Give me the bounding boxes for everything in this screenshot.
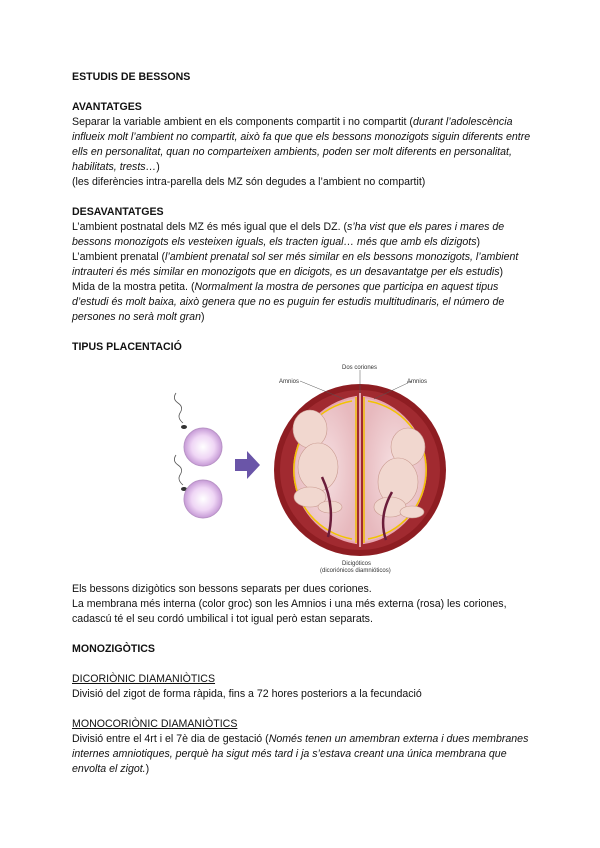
sperm-icon-2 bbox=[174, 455, 183, 485]
desavantatges-paragraph-1: L’ambient postnatal dels MZ és més igual que el dels DZ. (s’ha vist que els pares i mares de bessons monozigots els vesteixen iguals, els tracten igual… més que amb els dizigots) bbox=[72, 221, 505, 248]
document-page bbox=[72, 70, 532, 777]
sperm-icon-1 bbox=[174, 393, 183, 423]
dicorionic-text: Divisió del zigot de forma ràpida, fins a 72 hores posteriors a la fecundació bbox=[72, 688, 422, 700]
monocorionic-text: Divisió entre el 4rt i el 7è dia de gestació (Només tenen un amembran externa i dues membranes internes amniotiques, perquè ha sigut més tard i ja s’estava creant una única membrana que envolta el zigot.) bbox=[72, 733, 529, 775]
ovum-icon-1 bbox=[184, 428, 222, 466]
heading-avantatges: AVANTATGES bbox=[72, 101, 142, 113]
desavantatges-paragraph-2: L’ambient prenatal (l’ambient prenatal sol ser més similar en els bessons monozigots, l’ambient intrauteri és més similar en monozigots que en dicigots, es un desavantatge per els estudis) bbox=[72, 251, 519, 278]
heading-tipus-placentacio: TIPUS PLACENTACIÓ bbox=[72, 341, 182, 353]
figure-caption-1: Dicigóticos bbox=[342, 561, 372, 567]
subheading-dicorionic: DICORIÒNIC DIAMANIÒTICS bbox=[72, 673, 216, 685]
label-amnios-right: Amnios bbox=[407, 379, 428, 385]
arrow-icon bbox=[235, 451, 260, 479]
heading-desavantatges: DESAVANTATGES bbox=[72, 206, 164, 218]
document-title: ESTUDIS DE BESSONS bbox=[72, 71, 191, 83]
desavantatges-paragraph-3: Mida de la mostra petita. (Normalment la mostra de persones que participa en aquest tipus d’estudi és molt baixa, això genera que no es puguin fer estudis multitudinaris, el número de persones no serà molt gran) bbox=[72, 281, 505, 323]
ovum-icon-2 bbox=[184, 480, 222, 518]
label-amnios-left: Amnios bbox=[279, 379, 300, 385]
label-dos-coriones: Dos coriones bbox=[342, 365, 378, 371]
heading-monozigotics: MONOZIGÒTICS bbox=[72, 643, 155, 655]
placentation-figure bbox=[72, 357, 532, 572]
avantatges-paragraph-1: Separar la variable ambient en els components compartit i no compartit (durant l’adolescència influeix molt l’ambient no compartit, això fa que que els bessons monozigots siguin diferents entre ells en personalitat, quan no comparteixen ambients, poden ser molt diferents en personalitat, habilitats, trests…) bbox=[72, 116, 531, 173]
avantatges-paragraph-2: (les diferències intra-parella dels MZ són degudes a l’ambient no compartit) bbox=[72, 176, 426, 188]
dizygotic-twins-illustration bbox=[72, 357, 532, 572]
placentacio-paragraph-1: Els bessons dizigòtics son bessons separats per dues coriones. bbox=[72, 583, 372, 595]
figure-caption-2: (dicoriónicos diamnióticos) bbox=[320, 568, 391, 574]
subheading-monocorionic: MONOCORIÒNIC DIAMANIÒTICS bbox=[72, 718, 238, 730]
placentacio-paragraph-2: La membrana més interna (color groc) son les Amnios i una més externa (rosa) les coriones, cadascú té el seu cordó umbilical i tot igual però estan separats. bbox=[72, 598, 507, 625]
